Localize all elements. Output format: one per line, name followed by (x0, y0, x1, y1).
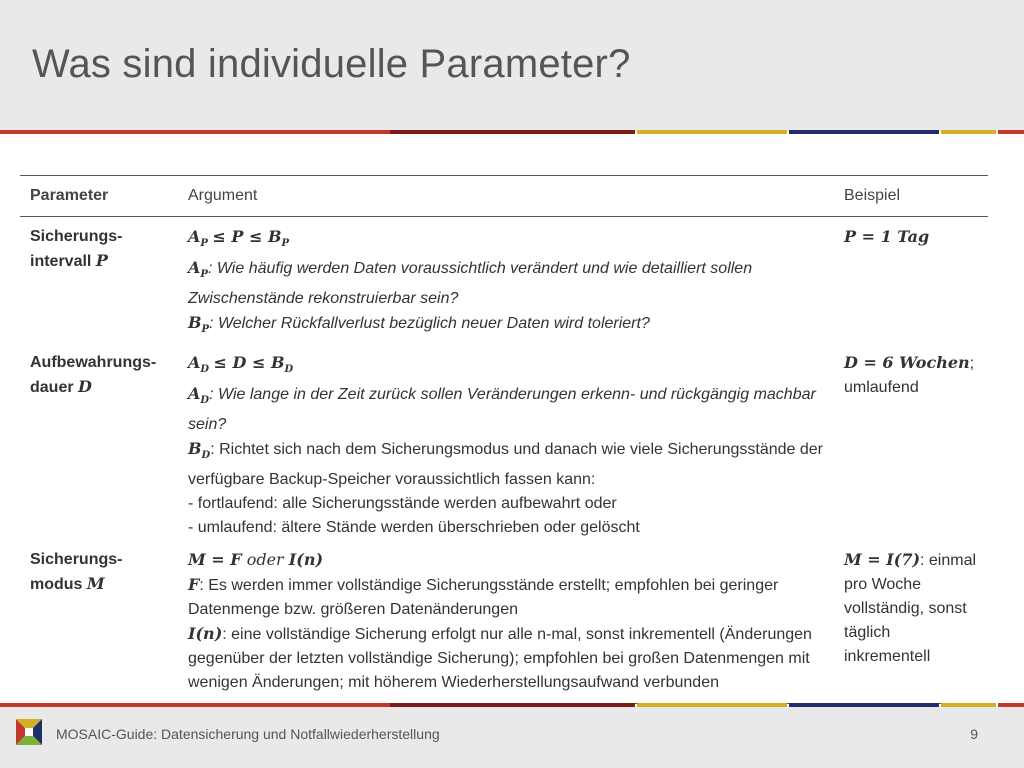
parameter-table (20, 175, 988, 704)
header-stripe-navy (789, 130, 939, 134)
param-name-line1: Sicherungs- (30, 228, 123, 245)
formula-b-subscript: D (284, 363, 294, 375)
arg-b-subscript: D (201, 450, 211, 462)
table-row (20, 343, 988, 541)
param-symbol: P (95, 251, 108, 270)
arg-i-text: : eine vollständige Sicherung erfolgt nur alle n-mal, sonst inkrementell (Änderungen gegenüber der letzten vollständige Sicherung); empfohlen bei großen Datenmengen mit wenigen Änderungen; mit höherem Wiederherstellungsaufwand verbunden (188, 626, 812, 692)
formula-b-symbol: B (267, 227, 282, 246)
example-note: : einmal pro Woche vollständig, sonst täglich inkrementell (844, 552, 977, 666)
param-cell (20, 540, 178, 704)
formula-le-d: ≤ D ≤ (213, 352, 271, 372)
argument-b (188, 311, 824, 342)
argument-option-umlaufend: - umlaufend: ältere Stände werden überschrieben oder gelöscht (188, 519, 640, 537)
param-name-line2: modus (30, 576, 83, 594)
formula-a-symbol: A (188, 352, 201, 372)
param-symbol: D (78, 376, 92, 396)
formula-a-subscript: D (200, 363, 210, 375)
slide-title: Was sind individuelle Parameter? (32, 42, 631, 86)
arg-i-symbol: I(n) (188, 624, 223, 644)
mosaic-logo-icon (16, 719, 42, 745)
argument-cell (178, 217, 834, 343)
arg-a-subscript: D (200, 394, 210, 406)
argument-cell (178, 540, 834, 704)
arg-a-text: : Wie häufig werden Daten voraussichtlich verändert und wie detailliert sollen Zwischenstände rekonstruierbar sein? (188, 260, 753, 308)
example-value: P = 1 Tag (844, 227, 930, 246)
header-stripe-gold (637, 130, 787, 134)
param-name-line2: intervall (30, 253, 92, 270)
header-stripe-red (0, 130, 390, 134)
table-row (20, 217, 988, 343)
formula (188, 351, 824, 382)
argument-f (188, 573, 824, 622)
footer-text: MOSAIC-Guide: Datensicherung und Notfallwiederherstellung (56, 726, 440, 742)
formula (188, 225, 824, 256)
formula-m: M = F (188, 550, 242, 570)
argument-a (188, 382, 824, 437)
header-stripe-red-2 (998, 130, 1024, 134)
formula-a-symbol: A (188, 227, 201, 246)
col-header-argument: Argument (178, 176, 834, 217)
argument-option-fortlaufend: - fortlaufend: alle Sicherungsstände werden aufbewahrt oder (188, 495, 617, 513)
slide-header (0, 0, 1024, 132)
arg-a-text: : Wie lange in der Zeit zurück sollen Veränderungen erkenn- und rückgängig machbar sein? (188, 385, 816, 433)
col-header-beispiel: Beispiel (834, 176, 988, 217)
formula-le-p: ≤ P ≤ (212, 227, 268, 246)
example-cell (834, 217, 988, 343)
header-stripe-gold-2 (941, 130, 996, 134)
argument-b (188, 437, 824, 492)
arg-b-subscript: P (201, 324, 210, 336)
arg-b-text: : Richtet sich nach dem Sicherungsmodus und danach wie viele Sicherungsstände der verfügbare Backup-Speicher voraussichtlich fassen kann: (188, 440, 823, 489)
arg-f-text: : Es werden immer vollständige Sicherungsstände erstellt; empfohlen bei geringer Datenmenge bzw. größeren Datenänderungen (188, 577, 779, 619)
argument-i (188, 622, 824, 695)
parameter-table-wrapper (20, 175, 988, 704)
formula (188, 548, 824, 573)
param-cell (20, 343, 178, 541)
example-value: M = I(7) (844, 550, 921, 570)
param-name-line1: Sicherungs- (30, 551, 123, 569)
example-note: ; umlaufend (844, 354, 975, 396)
param-symbol: M (86, 574, 105, 594)
arg-b-symbol: B (188, 438, 202, 458)
formula-i: I(n) (288, 550, 324, 570)
argument-a (188, 256, 824, 311)
example-cell (834, 343, 988, 541)
arg-a-subscript: P (200, 269, 208, 281)
col-header-parameter: Parameter (20, 176, 178, 217)
arg-b-text: : Welcher Rückfallverlust bezüglich neuer Daten wird toleriert? (209, 315, 650, 333)
formula-b-subscript: P (281, 238, 290, 250)
formula-a-subscript: P (200, 238, 208, 250)
formula-b-symbol: B (270, 352, 285, 372)
arg-a-symbol: A (188, 383, 201, 403)
example-value: D = 6 Wochen (844, 352, 970, 372)
arg-b-symbol: B (188, 313, 202, 333)
arg-f-symbol: F (188, 575, 200, 595)
param-name-line2: dauer (30, 378, 74, 396)
table-header-row (20, 176, 988, 217)
param-name-line1: Aufbewahrungs- (30, 353, 157, 371)
page-number: 9 (970, 726, 978, 742)
formula-oder: oder (241, 550, 289, 570)
argument-cell (178, 343, 834, 541)
param-cell (20, 217, 178, 343)
header-stripe-darkred (390, 130, 635, 134)
table-row (20, 540, 988, 704)
arg-a-symbol: A (188, 258, 201, 278)
example-cell (834, 540, 988, 704)
